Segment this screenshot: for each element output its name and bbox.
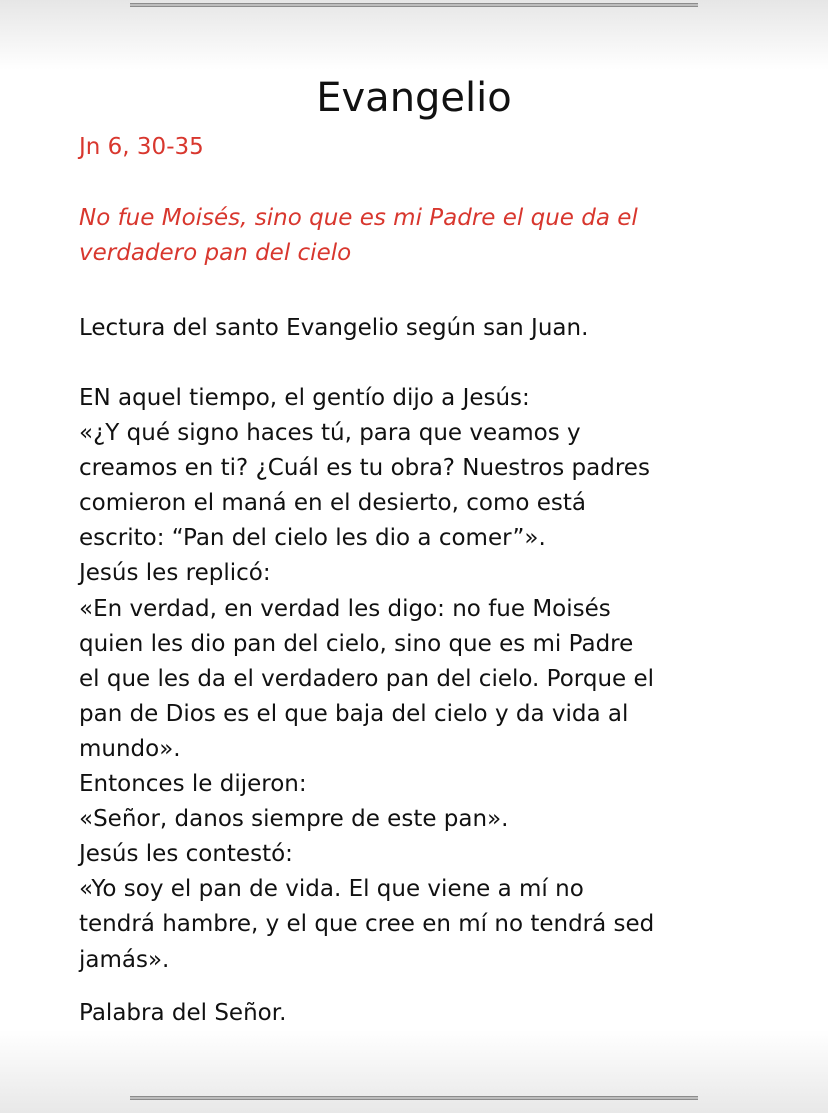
gospel-line: jamás». xyxy=(79,946,170,973)
reading-summary xyxy=(79,201,769,271)
reading-intro: Lectura del santo Evangelio según san Juan. xyxy=(79,315,589,341)
gospel-line: Jesús les replicó: xyxy=(79,560,271,587)
gospel-line: comieron el maná en el desierto, como está xyxy=(79,490,586,517)
page-title: Evangelio xyxy=(316,75,512,121)
gospel-line: Jesús les contestó: xyxy=(79,841,293,868)
gospel-line: «Señor, danos siempre de este pan». xyxy=(79,806,509,833)
closing-acclamation: Palabra del Señor. xyxy=(79,1000,287,1026)
gospel-line: «¿Y qué signo haces tú, para que veamos y xyxy=(79,420,581,447)
gospel-line: mundo». xyxy=(79,735,181,762)
gospel-line: «Yo soy el pan de vida. El que viene a mí no xyxy=(79,876,584,903)
summary-line: No fue Moisés, sino que es mi Padre el que da el xyxy=(79,205,638,231)
summary-line: verdadero pan del cielo xyxy=(79,240,352,266)
scripture-reference: Jn 6, 30-35 xyxy=(79,134,204,160)
gospel-line: quien les dio pan del cielo, sino que es mi Padre xyxy=(79,630,634,657)
gospel-line: «En verdad, en verdad les digo: no fue Moisés xyxy=(79,595,611,622)
gospel-line: escrito: “Pan del cielo les dio a comer”». xyxy=(79,525,546,552)
bottom-divider xyxy=(130,1096,698,1100)
gospel-line: Entonces le dijeron: xyxy=(79,771,307,798)
gospel-line: tendrá hambre, y el que cree en mí no tendrá sed xyxy=(79,911,655,938)
gospel-line: EN aquel tiempo, el gentío dijo a Jesús: xyxy=(79,385,530,411)
gospel-line: creamos en ti? ¿Cuál es tu obra? Nuestros padres xyxy=(79,455,650,482)
gospel-text xyxy=(79,381,769,978)
top-divider xyxy=(130,3,698,7)
gospel-line: el que les da el verdadero pan del cielo. Porque el xyxy=(79,665,655,692)
gospel-line: pan de Dios es el que baja del cielo y da vida al xyxy=(79,700,629,727)
